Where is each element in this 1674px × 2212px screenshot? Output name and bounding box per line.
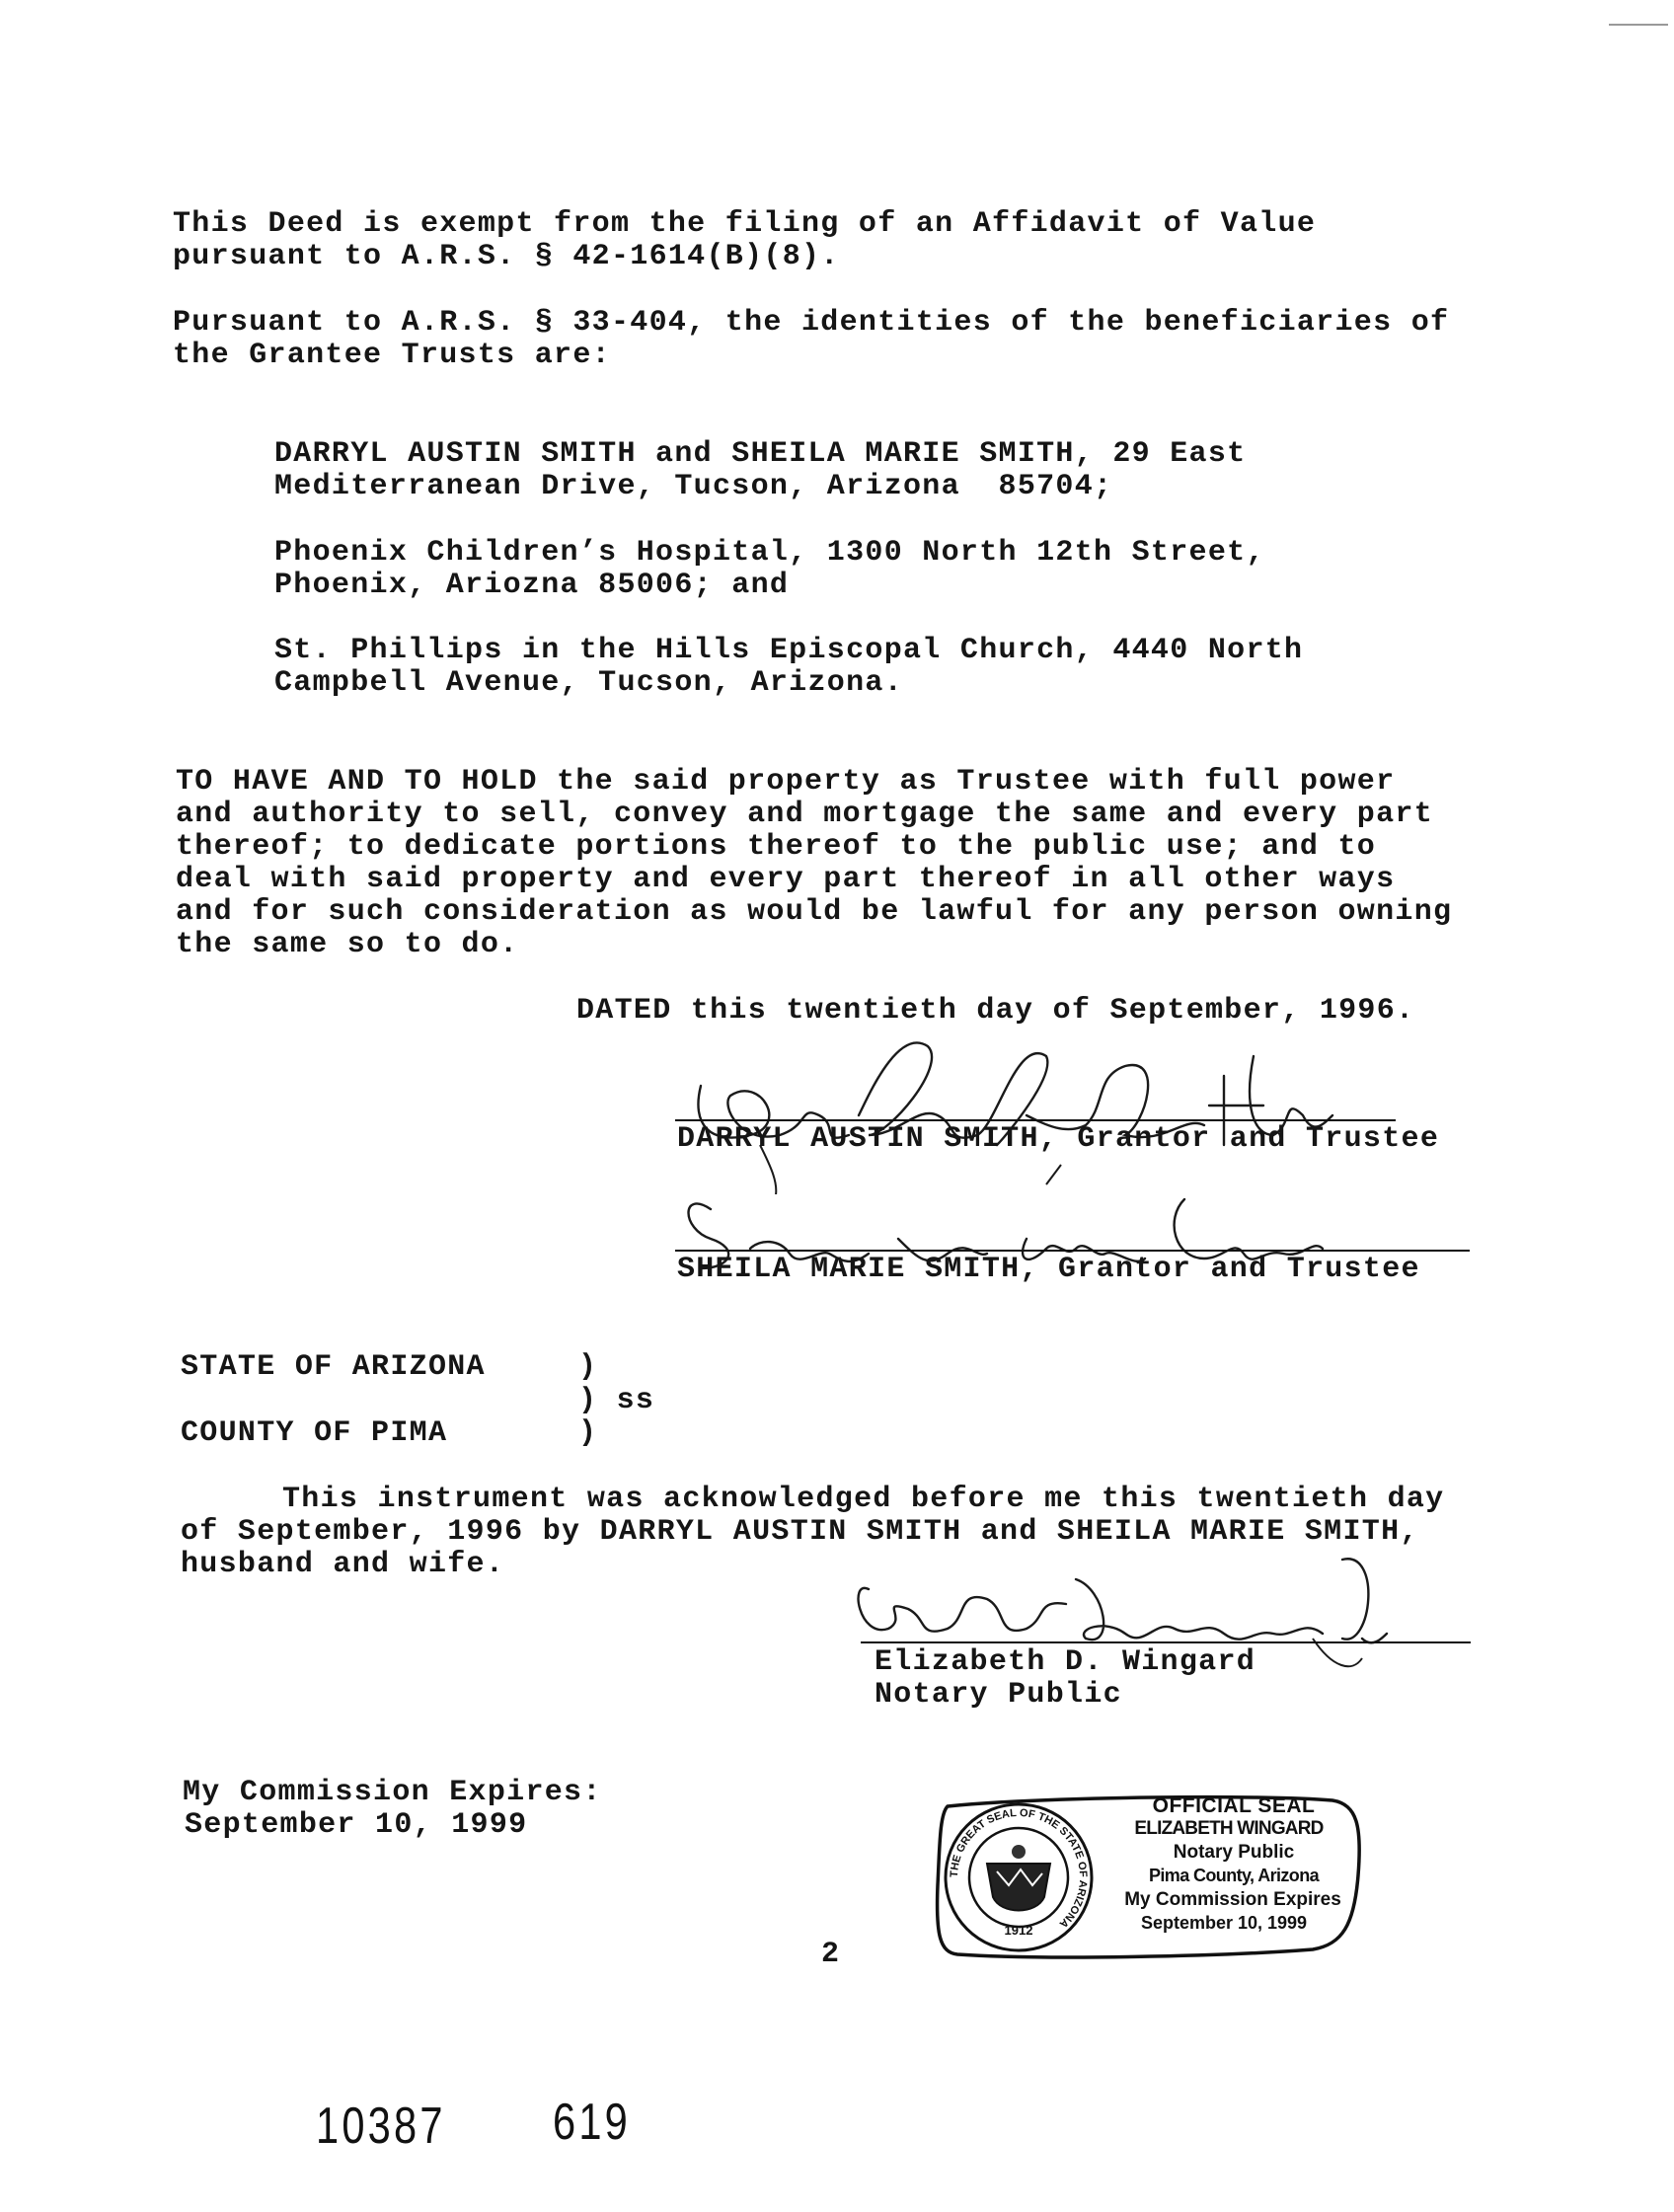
beneficiaries-intro-line-2: the Grantee Trusts are: [173,339,611,372]
seal-year: 1912 [1004,1923,1033,1938]
beneficiary-1-line-1: DARRYL AUSTIN SMITH and SHEILA MARIE SMITH, 29 East [274,437,1247,471]
document-book-number: 10387 [316,2098,446,2155]
venue-paren-1: ) [578,1350,598,1384]
sheila-signature-line [675,1250,1470,1252]
habendum-line-6: the same so to do. [176,928,519,961]
beneficiary-3-line-1: St. Phillips in the Hills Episcopal Church, 4440 North [274,634,1304,667]
beneficiary-1-line-2: Mediterranean Drive, Tucson, Arizona 85704; [274,470,1113,503]
seal-ring-text: THE GREAT SEAL OF THE STATE OF ARIZONA [948,1806,1090,1931]
sheila-caption: SHEILA MARIE SMITH, Grantor and Trustee [677,1253,1420,1286]
official-seal-stamp [928,1787,1362,1962]
acknowledgment-line-1: This instrument was acknowledged before me this twentieth day [282,1483,1445,1516]
commission-date: September 10, 1999 [185,1808,528,1842]
dated-line: DATED this twentieth day of September, 1996. [576,994,1415,1028]
page-number: 2 [821,1938,841,1971]
beneficiary-2-line-2: Phoenix, Ariozna 85006; and [274,569,790,602]
seal-line-3: Notary Public [1173,1842,1295,1863]
document-page-number: 619 [553,2094,632,2151]
darryl-signature-line [675,1119,1396,1121]
seal-line-6: September 10, 1999 [1140,1913,1308,1933]
habendum-line-2: and authority to sell, convey and mortgage the same and every part [176,798,1433,831]
habendum-line-3: thereof; to dedicate portions thereof to the public use; and to [176,830,1377,864]
notary-title: Notary Public [875,1678,1122,1712]
habendum-lead: TO HAVE AND TO HOLD [176,765,538,799]
beneficiaries-intro-line-1: Pursuant to A.R.S. § 33-404, the identities of the beneficiaries of [173,306,1450,340]
commission-label: My Commission Expires: [183,1776,602,1809]
beneficiary-3-line-2: Campbell Avenue, Tucson, Arizona. [274,666,903,700]
habendum-line-4: deal with said property and every part thereof in all other ways [176,863,1396,896]
habendum-line-5: and for such consideration as would be lawful for any person owning [176,895,1453,929]
venue-paren-2: ) ss [578,1384,655,1417]
seal-line-2: ELIZABETH WINGARD [1134,1818,1324,1839]
acknowledgment-line-3: husband and wife. [181,1548,505,1581]
darryl-caption: DARRYL AUSTIN SMITH, Grantor and Trustee [677,1122,1440,1156]
beneficiary-2-line-1: Phoenix Children’s Hospital, 1300 North 12th Street, [274,536,1265,570]
acknowledgment-line-2: of September, 1996 by DARRYL AUSTIN SMITH and SHEILA MARIE SMITH, [181,1515,1419,1549]
notary-name: Elizabeth D. Wingard [875,1645,1256,1679]
venue-county: COUNTY OF PIMA [181,1416,448,1450]
notary-signature-line [861,1641,1471,1643]
habendum-line-1-rest: the said property as Trustee with full power [537,765,1396,799]
habendum-line-1 [176,766,1395,799]
exemption-line-1: This Deed is exempt from the filing of an Affidavit of Value [173,207,1317,241]
seal-line-5: My Commission Expires [1124,1889,1341,1910]
venue-state: STATE OF ARIZONA [181,1350,486,1384]
scan-edge-mark [1609,24,1668,26]
seal-line-4: Pima County, Arizona [1148,1866,1320,1885]
seal-line-1: OFFICIAL SEAL [1152,1794,1316,1817]
exemption-line-2: pursuant to A.R.S. § 42-1614(B)(8). [173,240,840,273]
venue-paren-3: ) [578,1416,598,1450]
darryl-signature [671,1017,1362,1194]
